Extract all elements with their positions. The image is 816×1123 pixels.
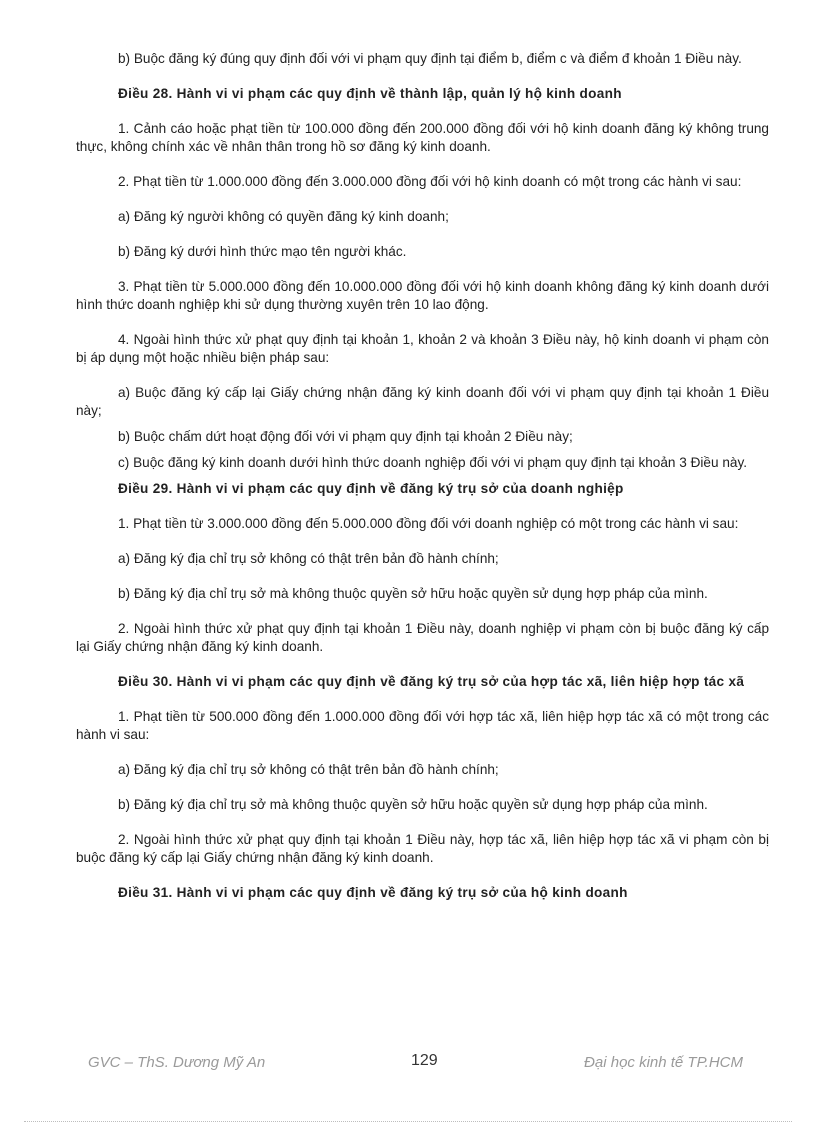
paragraph: b) Đăng ký địa chỉ trụ sở mà không thuộc quyền sở hữu hoặc quyền sử dụng hợp pháp của mình.	[118, 797, 708, 812]
paragraph: 2. Ngoài hình thức xử phạt quy định tại khoản 1 Điều này, hợp tác xã, liên hiệp hợp tác xã vi phạm còn bị buộc đăng ký cấp lại Giấy chứng nhận đăng ký kinh doanh.	[76, 832, 769, 865]
page-number: 129	[411, 1052, 438, 1069]
paragraph: 1. Phạt tiền từ 500.000 đồng đến 1.000.000 đồng đối với hợp tác xã, liên hiệp hợp tác xã có một trong các hành vi sau:	[76, 709, 769, 742]
document-page	[76, 50, 769, 919]
page-footer	[76, 1052, 769, 1074]
page-bottom-divider	[24, 1121, 792, 1122]
footer-institution: Đại học kinh tế TP.HCM	[584, 1054, 743, 1071]
paragraph: 3. Phạt tiền từ 5.000.000 đồng đến 10.000.000 đồng đối với hộ kinh doanh không đăng ký kinh doanh dưới hình thức doanh nghiệp khi sử dụng thường xuyên trên 10 lao động.	[76, 279, 769, 312]
paragraph: a) Đăng ký người không có quyền đăng ký kinh doanh;	[118, 209, 449, 224]
paragraph: 1. Cảnh cáo hoặc phạt tiền từ 100.000 đồng đến 200.000 đồng đối với hộ kinh doanh đăng ký không trung thực, không chính xác về nhân thân trong hồ sơ đăng ký kinh doanh.	[76, 121, 769, 154]
paragraph: 2. Ngoài hình thức xử phạt quy định tại khoản 1 Điều này, doanh nghiệp vi phạm còn bị buộc đăng ký cấp lại Giấy chứng nhận đăng ký kinh doanh.	[76, 621, 769, 654]
paragraph: 4. Ngoài hình thức xử phạt quy định tại khoản 1, khoản 2 và khoản 3 Điều này, hộ kinh doanh vi phạm còn bị áp dụng một hoặc nhiều biện pháp sau:	[76, 332, 769, 365]
article-heading: Điều 28. Hành vi vi phạm các quy định về thành lập, quản lý hộ kinh doanh	[118, 86, 622, 101]
paragraph: a) Đăng ký địa chỉ trụ sở không có thật trên bản đồ hành chính;	[118, 551, 499, 566]
footer-author: GVC – ThS. Dương Mỹ An	[88, 1054, 266, 1071]
paragraph: b) Buộc chấm dứt hoạt động đối với vi phạm quy định tại khoản 2 Điều này;	[118, 429, 573, 444]
paragraph: 2. Phạt tiền từ 1.000.000 đồng đến 3.000.000 đồng đối với hộ kinh doanh có một trong các hành vi sau:	[118, 174, 742, 189]
paragraph: b) Đăng ký địa chỉ trụ sở mà không thuộc quyền sở hữu hoặc quyền sử dụng hợp pháp của mình.	[118, 586, 708, 601]
article-heading: Điều 31. Hành vi vi phạm các quy định về đăng ký trụ sở của hộ kinh doanh	[118, 885, 628, 900]
paragraph: a) Đăng ký địa chỉ trụ sở không có thật trên bản đồ hành chính;	[118, 762, 499, 777]
paragraph: c) Buộc đăng ký kinh doanh dưới hình thức doanh nghiệp đối với vi phạm quy định tại khoản 3 Điều này.	[118, 455, 748, 470]
paragraph: b) Đăng ký dưới hình thức mạo tên người khác.	[118, 244, 407, 259]
paragraph: b) Buộc đăng ký đúng quy định đối với vi phạm quy định tại điểm b, điểm c và điểm đ khoản 1 Điều này.	[118, 51, 742, 66]
paragraph: 1. Phạt tiền từ 3.000.000 đồng đến 5.000.000 đồng đối với doanh nghiệp có một trong các hành vi sau:	[118, 516, 739, 531]
article-heading: Điều 30. Hành vi vi phạm các quy định về đăng ký trụ sở của hợp tác xã, liên hiệp hợp tác xã	[118, 674, 745, 689]
article-heading: Điều 29. Hành vi vi phạm các quy định về đăng ký trụ sở của doanh nghiệp	[118, 481, 624, 496]
paragraph: a) Buộc đăng ký cấp lại Giấy chứng nhận đăng ký kinh doanh đối với vi phạm quy định tại khoản 1 Điều này;	[76, 385, 769, 418]
